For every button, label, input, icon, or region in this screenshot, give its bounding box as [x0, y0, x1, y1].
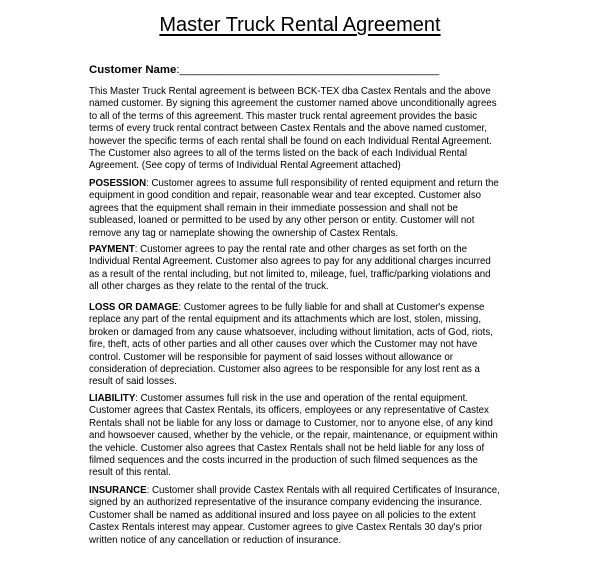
- paragraph-line: as a result of the rental including, but not limited to, mileage, fuel, traffic/parking violations and: [89, 268, 491, 280]
- section-loss-or-damage: [89, 302, 539, 389]
- document-title: Master Truck Rental Agreement: [159, 14, 441, 36]
- paragraph-line: The Customer also agrees to all of the terms listed on the back of each Individual Rental: [89, 147, 468, 159]
- paragraph-line: subleased, loaned or permitted to be used by any other person or entity. Customer will not: [89, 215, 475, 227]
- paragraph-line: This Master Truck Rental agreement is between BCK-TEX dba Castex Rentals and the above: [89, 86, 491, 97]
- paragraph-line: remove any tag or nameplate showing the ownership of Castex Rentals.: [89, 227, 399, 239]
- paragraph-line: result of this rental.: [89, 467, 171, 479]
- paragraph-line: written notice of any cancellation or reduction of insurance.: [89, 534, 342, 546]
- paragraph-line: consideration of depreciation. Customer also agrees to be responsible for any lost rent as a: [89, 363, 480, 375]
- section-first-line: : Customer agrees to be fully liable for and shall at Customer's expense: [178, 302, 485, 313]
- paragraph-line: Customer agrees that Castex Rentals, its officers, employees or any representative of Castex: [89, 405, 489, 417]
- paragraph-line: fire, theft, acts of other parties and all other causes over which the Customer may not have: [89, 339, 478, 351]
- customer-name-blank: :_________________________________________: [176, 64, 440, 76]
- paragraph-line: signed by an authorized representative of the insurance company evidencing the insurance.: [89, 497, 483, 509]
- paragraph-line: equipment in good condition and repair, reasonable wear and tear excepted. Customer also: [89, 190, 482, 202]
- section-first-line: : Customer assumes full risk in the use and operation of the rental equipment.: [135, 393, 469, 404]
- paragraph-line: Individual Rental Agreement. Customer also agrees to pay for any additional charges incurred: [89, 256, 491, 268]
- section-heading: POSESSION: [89, 178, 147, 189]
- paragraph-line: agrees that the equipment shall remain in their immediate possession and shall not be: [89, 202, 458, 214]
- section-first-line: : Customer agrees to assume full responsibility of rented equipment and return the: [146, 178, 499, 189]
- section-first-line: : Customer agrees to pay the rental rate and other charges as set forth on the: [134, 244, 468, 255]
- customer-name-field: [89, 64, 439, 77]
- paragraph-line: replace any part of the rental equipment and its attachments which are lost, stolen, missing,: [89, 314, 482, 326]
- intro-paragraph: [89, 86, 539, 173]
- paragraph-line: and howsoever caused, whether by the vehicle, or the repair, maintenance, or equipment within: [89, 430, 498, 442]
- paragraph-line: broken or damaged from any cause whatsoever, including without limitation, acts of God, riots,: [89, 326, 493, 338]
- section-liability: [89, 393, 539, 480]
- paragraph-line: result of said losses.: [89, 376, 177, 388]
- paragraph-line: Castex Rentals interest may appear. Customer agrees to give Castex Rentals 30 day's prior: [89, 522, 483, 534]
- paragraph-line: Customer shall be named as additional insured and loss payee on all policies to the extent: [89, 509, 476, 521]
- paragraph-line: to all of the terms of this agreement. This master truck rental agreement provides the basic: [89, 110, 478, 122]
- paragraph-line: named customer. By signing this agreement the customer named above unconditionally agrees: [89, 98, 497, 110]
- section-payment: [89, 244, 539, 294]
- section-heading: PAYMENT: [89, 244, 135, 255]
- customer-name-label: Customer Name: [89, 64, 177, 76]
- paragraph-line: terms of every truck rental contract between Castex Rentals and the above named customer,: [89, 123, 487, 135]
- section-first-line: : Customer shall provide Castex Rentals with all required Certificates of Insurance,: [146, 485, 500, 496]
- paragraph-line: Rentals shall not be liable for any loss or damage to Customer, nor to anyone else, of any kind: [89, 417, 493, 429]
- section-heading: LIABILITY: [89, 393, 136, 404]
- paragraph-line: the vehicle. Customer also agrees that Castex Rentals shall not be held liable for any loss of: [89, 442, 485, 454]
- paragraph-line: however the specific terms of each rental shall be found on each Individual Rental Agreement.: [89, 135, 492, 147]
- paragraph-line: filmed sequences and the costs incurred in the production of such filmed sequences as the: [89, 454, 478, 466]
- paragraph-line: control. Customer will be responsible for payment of said losses without allowance or: [89, 351, 453, 363]
- paragraph-line: Agreement. (See copy of terms of Individual Rental Agreement attached): [89, 160, 401, 172]
- section-heading: INSURANCE: [89, 485, 147, 496]
- section-insurance: [89, 485, 539, 547]
- paragraph-line: all other charges as they relate to the rental of the truck.: [89, 281, 329, 293]
- section-heading: LOSS OR DAMAGE: [89, 302, 179, 313]
- section-posession: [89, 178, 539, 240]
